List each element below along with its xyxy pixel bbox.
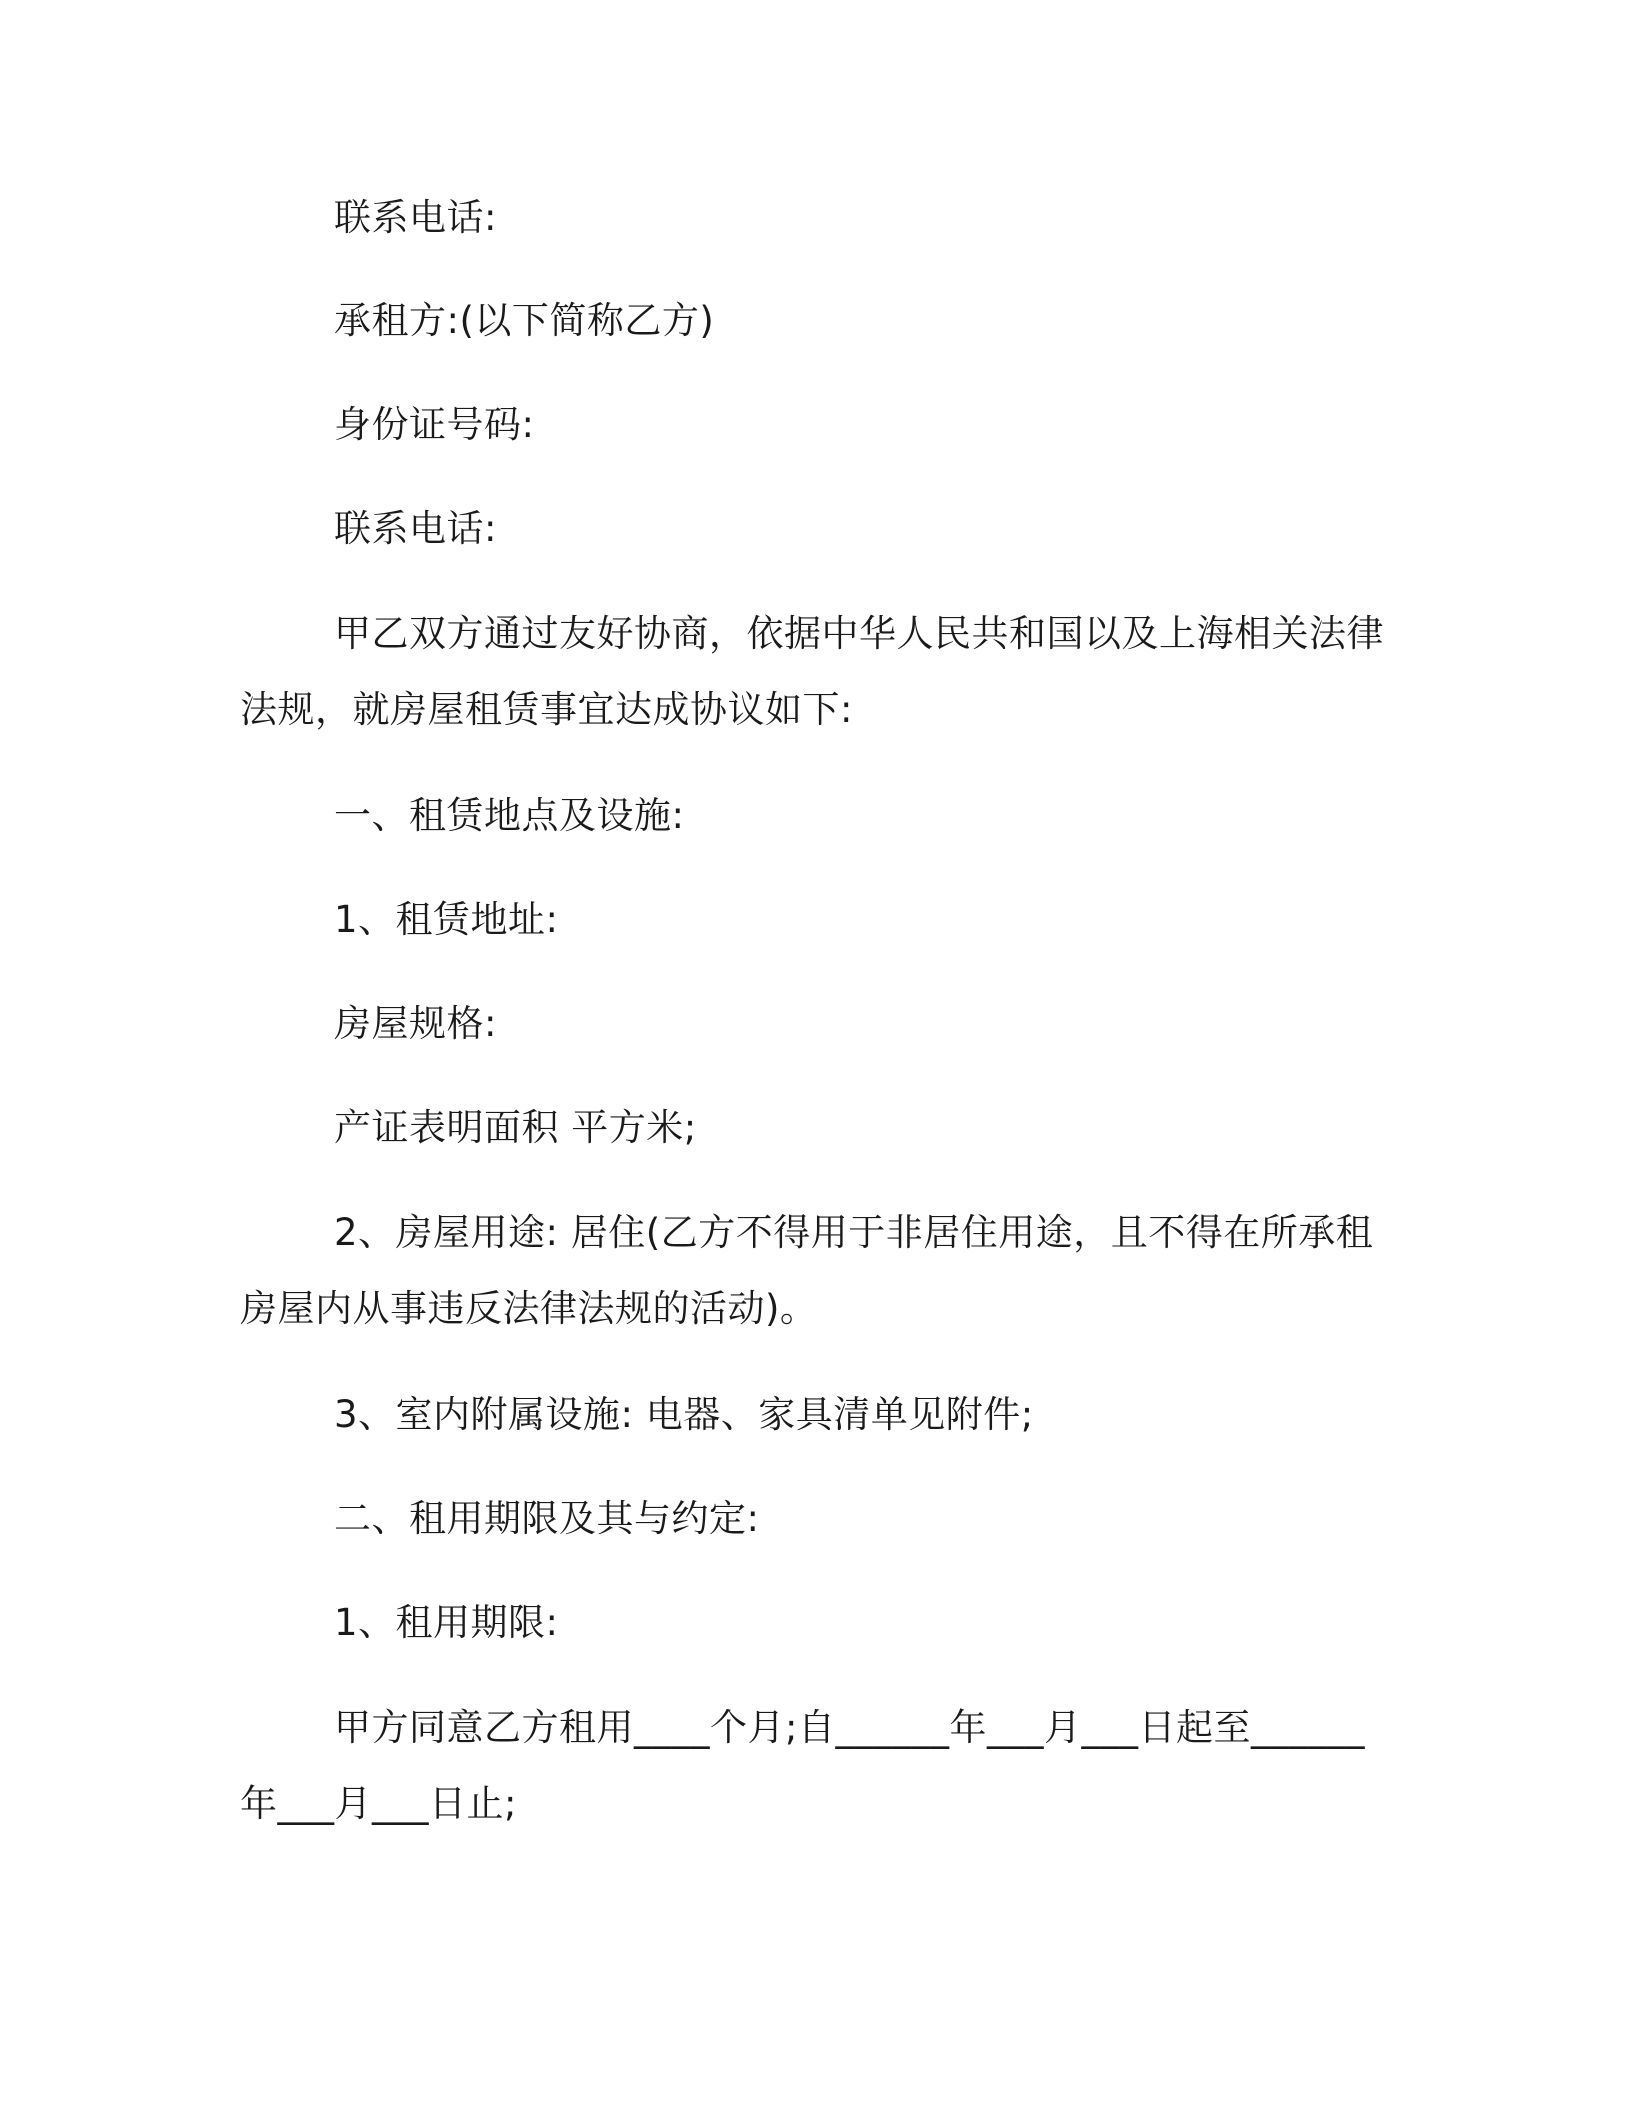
house-spec-line: 房屋规格: (334, 1002, 497, 1045)
lessee-line: 承租方:(以下简称乙方) (334, 299, 715, 342)
lessee-contact-phone-line: 联系电话: (334, 507, 497, 550)
house-use-paragraph: 2、房屋用途: 居住(乙方不得用于非居住用途，且不得在所承租房屋内从事违反法律法规的活动)。 (240, 1211, 1374, 1330)
id-number-line: 身份证号码: (334, 403, 535, 446)
rental-address-line: 1、租赁地址: (334, 898, 559, 941)
certified-area-line: 产证表明面积 平方米; (334, 1106, 697, 1149)
contact-phone-line: 联系电话: (334, 196, 497, 239)
section-2-heading: 二、租用期限及其与约定: (334, 1497, 760, 1540)
facilities-line: 3、室内附属设施: 电器、家具清单见附件; (334, 1393, 1034, 1436)
rental-term-line: 1、租用期限: (334, 1601, 559, 1644)
section-1-heading: 一、租赁地点及设施: (334, 794, 685, 837)
intro-paragraph: 甲乙双方通过友好协商，依据中华人民共和国以及上海相关法律法规，就房屋租赁事宜达成协议如下: (240, 612, 1384, 731)
term-agreement-paragraph: 甲方同意乙方租用____个月;自______年___月___日起至______年___月___日止; (240, 1706, 1365, 1825)
